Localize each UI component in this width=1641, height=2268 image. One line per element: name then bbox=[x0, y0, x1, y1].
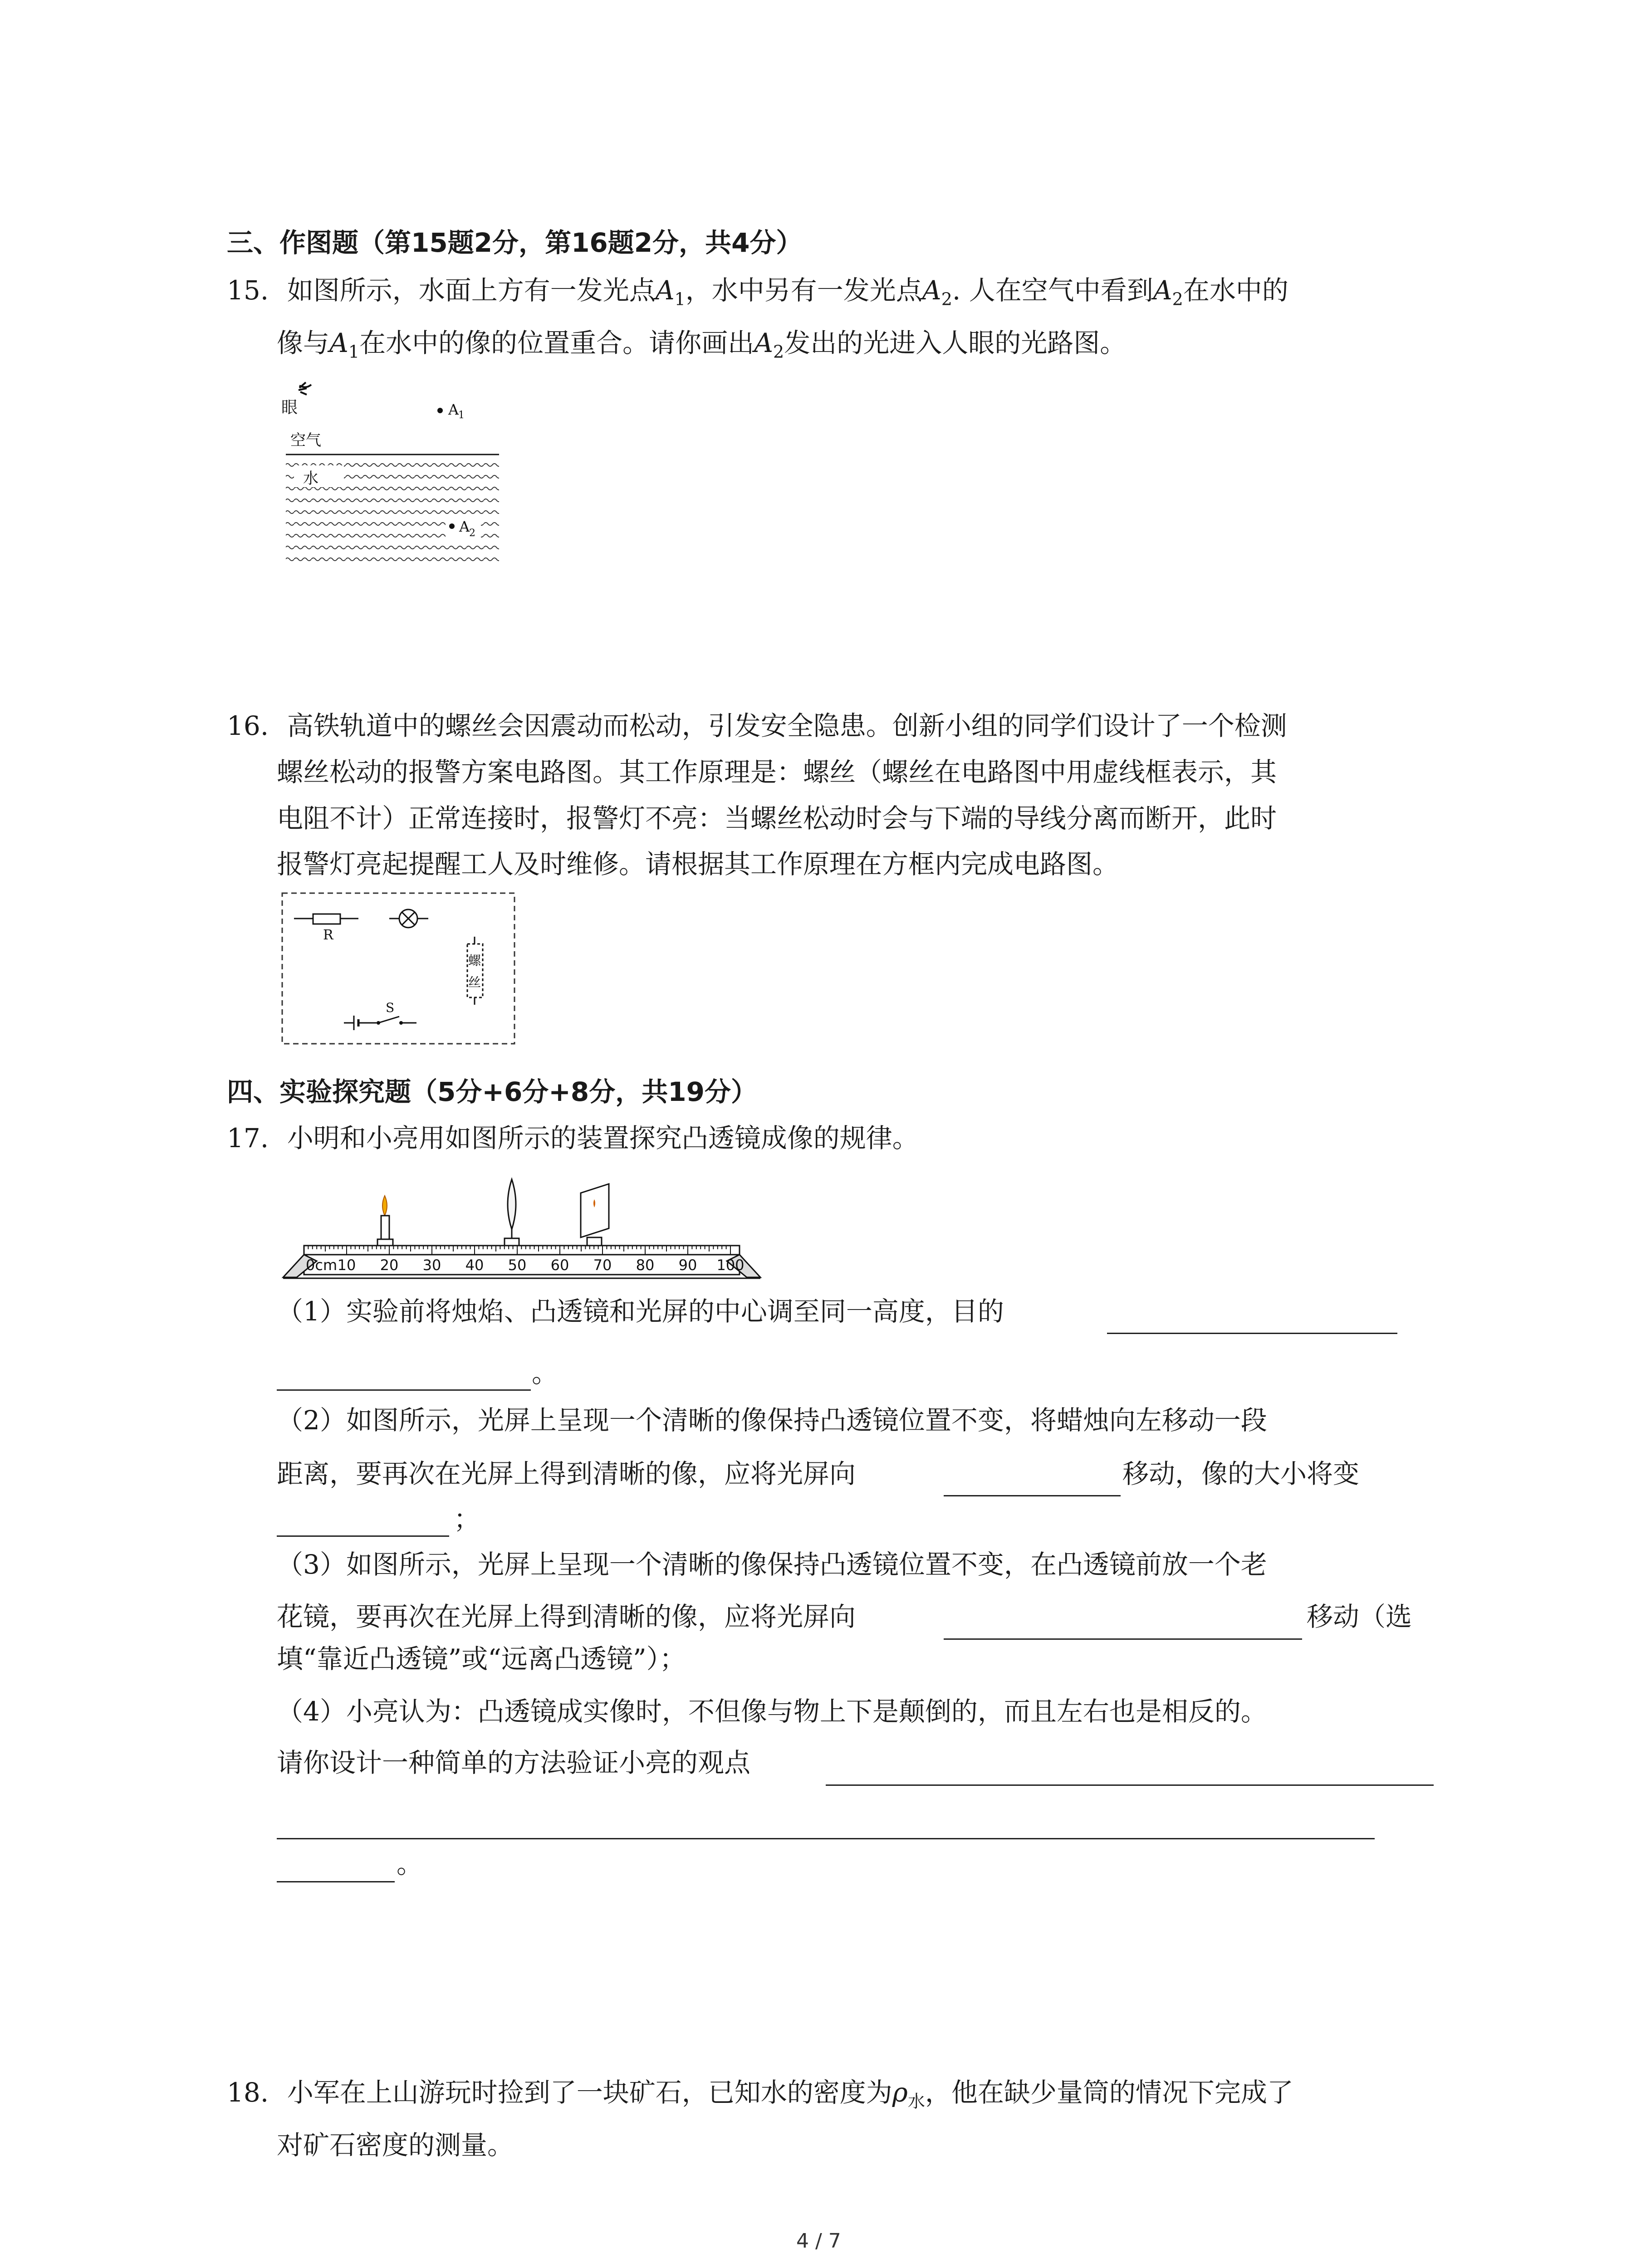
q17-p3-line-1: （3）如图所示，光屏上呈现一个清晰的像保持凸透镜位置不变，在凸透镜前放一个老 bbox=[277, 1549, 1267, 1580]
point-a2 bbox=[449, 523, 455, 529]
point-a1-sub: 1 bbox=[458, 410, 465, 421]
q16-text-4: 报警灯亮起提醒工人及时维修。请根据其工作原理在方框内完成电路图。 bbox=[277, 849, 1119, 880]
q15-line-1 bbox=[227, 277, 1288, 313]
q18-text-b: ，他在缺少量筒的情况下完成了 bbox=[925, 2077, 1293, 2108]
switch-label: S bbox=[386, 1000, 395, 1015]
screw-label-1: 螺 bbox=[468, 953, 481, 968]
point-a1 bbox=[437, 408, 443, 413]
q15-text-d: 在水中的 bbox=[1183, 275, 1288, 306]
section-4-heading: 四、实验探究题（5分+6分+8分，共19分） bbox=[227, 1076, 757, 1107]
ruler-tick-label: 100 bbox=[716, 1256, 745, 1274]
q15-var-a2c: A bbox=[754, 327, 773, 358]
q17-p4-line-1: （4）小亮认为：凸透镜成实像时，不但像与物上下是颠倒的，而且左右也是相反的。 bbox=[277, 1696, 1267, 1727]
q17-line-1 bbox=[227, 1123, 919, 1154]
q17-p4-answer-blank-2[interactable] bbox=[277, 1838, 1375, 1839]
q15-text-c: . 人在空气中看到 bbox=[952, 275, 1153, 306]
ruler-tick-label: 50 bbox=[508, 1256, 527, 1274]
ruler-tick-label: 20 bbox=[380, 1256, 399, 1274]
q17-p4-line-2: 请你设计一种简单的方法验证小亮的观点 bbox=[277, 1747, 751, 1778]
q16-text-2: 螺丝松动的报警方案电路图。其工作原理是：螺丝（螺丝在电路图中用虚线框表示，其 bbox=[277, 757, 1277, 787]
light-screen-icon bbox=[581, 1184, 609, 1246]
page-number: 4 / 7 bbox=[796, 2229, 841, 2253]
q16-circuit-figure bbox=[280, 891, 516, 1046]
q18-text-a: 小军在上山游玩时捡到了一块矿石，已知水的密度为 bbox=[287, 2077, 892, 2108]
q17-p2-line-1: （2）如图所示，光屏上呈现一个清晰的像保持凸透镜位置不变，将蜡烛向左移动一段 bbox=[277, 1405, 1267, 1436]
q15-text-f: 在水中的像的位置重合。请你画出 bbox=[359, 327, 754, 358]
ruler-tick-label: 80 bbox=[636, 1256, 655, 1274]
circuit-dashed-box bbox=[282, 893, 514, 1044]
q18-line-2: 对矿石密度的测量。 bbox=[277, 2130, 514, 2160]
q17-p4-answer-blank-1[interactable] bbox=[826, 1784, 1434, 1786]
q15-line-2 bbox=[277, 327, 1127, 365]
ruler-tick-label: 70 bbox=[593, 1256, 612, 1274]
q17-p2-end: ； bbox=[454, 1504, 480, 1535]
q15-text-g: 发出的光进入人眼的光路图。 bbox=[784, 327, 1127, 358]
switch-icon bbox=[377, 1017, 416, 1025]
q16-text-1: 高铁轨道中的螺丝会因震动而松动，引发安全隐患。创新小组的同学们设计了一个检测 bbox=[287, 710, 1287, 741]
q17-p3-line-2a: 花镜，要再次在光屏上得到清晰的像，应将光屏向 bbox=[277, 1601, 856, 1632]
ruler-tick-label: 0cm bbox=[306, 1256, 338, 1274]
q15-var-a1: A bbox=[655, 275, 675, 306]
q15-var-a1b: A bbox=[329, 327, 348, 358]
q15-var-a2-sub: 2 bbox=[941, 289, 952, 309]
q17-p4-answer-blank-3[interactable] bbox=[277, 1881, 395, 1882]
q15-text-b: ，水中另有一发光点 bbox=[685, 275, 922, 306]
eye-icon bbox=[299, 382, 311, 395]
q15-var-a2b: A bbox=[1153, 275, 1172, 306]
q15-number: 15. bbox=[227, 275, 269, 306]
screw-icon bbox=[467, 937, 483, 1005]
q17-p2-answer-blank-2[interactable] bbox=[277, 1535, 449, 1537]
q18-var-rho-sub: 水 bbox=[907, 2091, 925, 2112]
q17-p1-answer-blank-1[interactable] bbox=[1107, 1333, 1397, 1334]
ruler-tick-label: 10 bbox=[337, 1256, 356, 1274]
q17-p4-end: 。 bbox=[397, 1848, 423, 1879]
water-label-bg bbox=[294, 465, 344, 487]
q15-var-a2c-sub: 2 bbox=[773, 342, 784, 362]
air-label: 空气 bbox=[290, 431, 321, 450]
candle-icon bbox=[377, 1196, 393, 1246]
lamp-icon bbox=[389, 909, 428, 928]
q17-optical-bench-figure bbox=[277, 1170, 767, 1306]
water-surface-diagram bbox=[277, 376, 513, 572]
q17-p3-line-3: 填“靠近凸透镜”或“远离凸透镜”）； bbox=[277, 1643, 686, 1674]
q17-p1-end: 。 bbox=[532, 1358, 558, 1388]
q15-text-e: 像与 bbox=[277, 327, 330, 358]
q17-p3-answer-blank[interactable] bbox=[944, 1638, 1302, 1640]
q15-var-a2b-sub: 2 bbox=[1172, 289, 1183, 309]
point-a2-label: A bbox=[459, 518, 470, 535]
ruler-tick-label: 40 bbox=[465, 1256, 484, 1274]
ruler-tick-label: 60 bbox=[550, 1256, 569, 1274]
q15-var-a1-sub: 1 bbox=[674, 289, 686, 309]
q15-var-a2: A bbox=[922, 275, 941, 306]
resistor-icon bbox=[294, 914, 358, 924]
point-a1-label: A bbox=[448, 401, 459, 418]
q18-var-rho: ρ bbox=[892, 2077, 908, 2108]
circuit-diagram bbox=[280, 891, 516, 1046]
q17-p2-answer-blank-1[interactable] bbox=[944, 1495, 1121, 1496]
water-label: 水 bbox=[303, 469, 318, 488]
q17-p1-answer-blank-2[interactable] bbox=[277, 1389, 531, 1391]
screw-label-2: 丝 bbox=[468, 975, 481, 990]
q15-text-a: 如图所示，水面上方有一发光点 bbox=[287, 275, 656, 306]
convex-lens-icon bbox=[505, 1179, 519, 1246]
q17-p1-line-1: （1）实验前将烛焰、凸透镜和光屏的中心调至同一高度，目的 bbox=[277, 1296, 1004, 1327]
q17-p2-line-2a: 距离，要再次在光屏上得到清晰的像，应将光屏向 bbox=[277, 1458, 856, 1489]
q15-var-a1b-sub: 1 bbox=[348, 342, 360, 362]
q17-p2-line-2b: 移动，像的大小将变 bbox=[1122, 1458, 1360, 1489]
optical-bench-diagram bbox=[277, 1170, 767, 1306]
q17-number: 17. bbox=[227, 1123, 269, 1154]
eye-label: 眼 bbox=[281, 398, 298, 417]
battery-icon bbox=[344, 1016, 377, 1030]
q16-text-3: 电阻不计）正常连接时，报警灯不亮：当螺丝松动时会与下端的导线分离而断开，此时 bbox=[277, 803, 1277, 834]
q16-number: 16. bbox=[227, 710, 269, 741]
q15-figure bbox=[277, 376, 513, 572]
q18-line-1 bbox=[227, 2079, 1293, 2115]
q17-p3-line-2b: 移动（选 bbox=[1307, 1601, 1412, 1632]
q17-intro: 小明和小亮用如图所示的装置探究凸透镜成像的规律。 bbox=[287, 1123, 919, 1154]
ruler-tick-label: 90 bbox=[678, 1256, 697, 1274]
resistor-label: R bbox=[323, 927, 333, 943]
q16-line-1 bbox=[227, 710, 1287, 741]
q18-number: 18. bbox=[227, 2077, 269, 2108]
section-3-heading: 三、作图题（第15题2分，第16题2分，共4分） bbox=[227, 227, 803, 258]
point-a2-sub: 2 bbox=[469, 528, 475, 539]
ruler-tick-label: 30 bbox=[422, 1256, 441, 1274]
